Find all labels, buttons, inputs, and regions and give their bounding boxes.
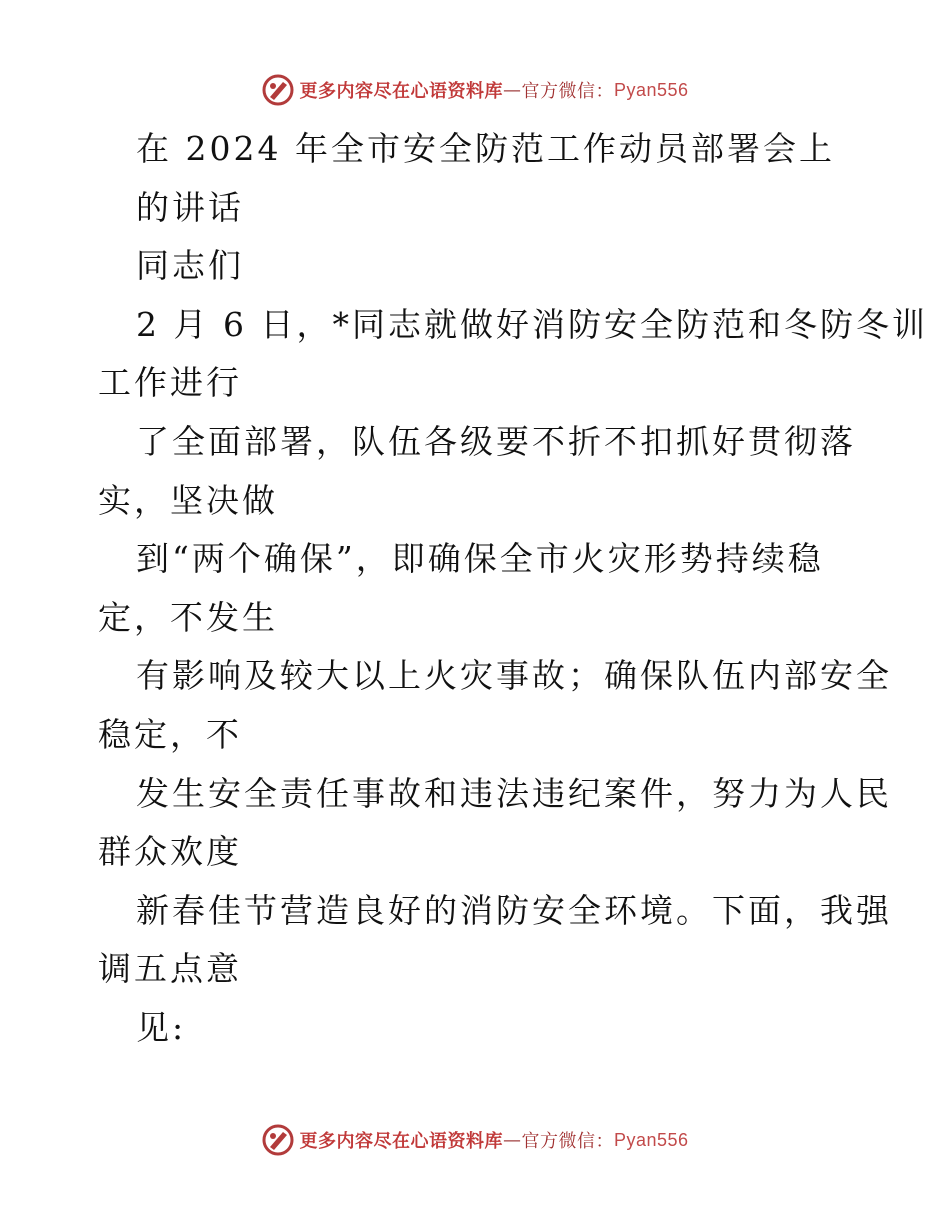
text-line: 新春佳节营造良好的消防安全环境。下面，我强 <box>136 890 892 930</box>
text-line: 定，不发生 <box>98 597 278 637</box>
document-body <box>98 120 928 1058</box>
watermark-wechat-id: Pyan556 <box>613 79 689 100</box>
watermark-official-label: 官方微信： <box>521 1131 614 1152</box>
text-line: 实，坚决做 <box>98 480 278 520</box>
text-line: 见: <box>136 1007 187 1047</box>
watermark-brand: 更多内容尽在心语资料库 <box>299 1131 503 1152</box>
text-line: 稳定，不 <box>98 714 242 754</box>
watermark-official-label: 官方微信： <box>521 81 614 102</box>
text-line: 的讲话 <box>136 187 244 227</box>
text-line: 在 2024 年全市安全防范工作动员部署会上 <box>136 129 835 168</box>
text-line: 到“两个确保”，即确保全市火灾形势持续稳 <box>136 539 824 579</box>
watermark-wechat-id: Pyan556 <box>613 1129 689 1150</box>
watermark-separator: — <box>502 1129 522 1151</box>
brand-logo-icon <box>261 1123 295 1157</box>
watermark-footer <box>0 1120 950 1160</box>
brand-logo-icon <box>261 73 295 107</box>
text-line: 同志们 <box>136 246 244 286</box>
watermark-header <box>0 70 950 110</box>
text-line: 发生安全责任事故和违法违纪案件，努力为人民 <box>136 773 892 813</box>
text-line: 了全面部署，队伍各级要不折不扣抓好贯彻落 <box>136 421 856 461</box>
watermark-brand: 更多内容尽在心语资料库 <box>299 81 503 102</box>
text-line: 2 月 6 日，*同志就做好消防安全防范和冬防冬训 <box>136 304 928 344</box>
text-line: 工作进行 <box>98 363 242 403</box>
text-line: 调五点意 <box>98 949 242 989</box>
text-line: 有影响及较大以上火灾事故；确保队伍内部安全 <box>136 656 892 696</box>
text-line: 群众欢度 <box>98 832 242 872</box>
watermark-separator: — <box>502 79 522 101</box>
